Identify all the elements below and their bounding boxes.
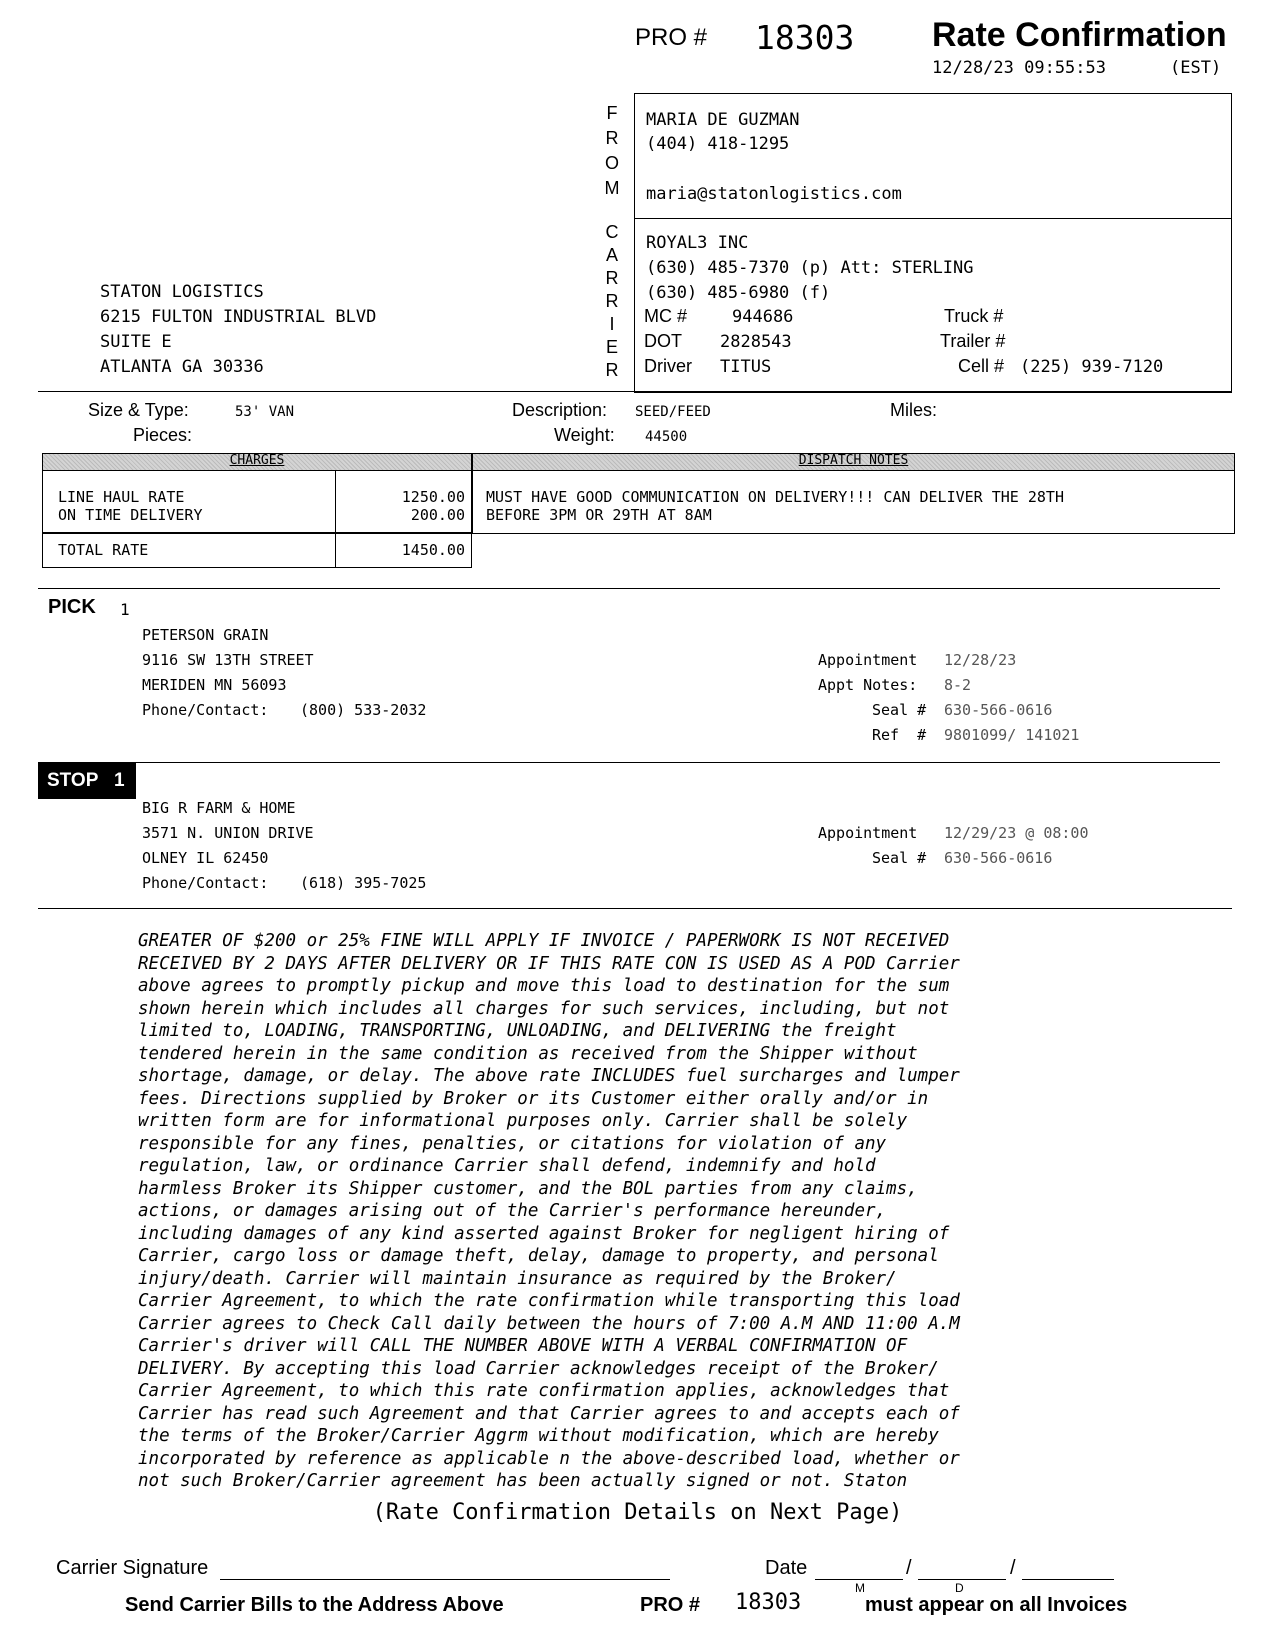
pick-appt: 12/28/23	[944, 651, 1017, 669]
cell-number: (225) 939-7120	[1020, 357, 1164, 377]
charge-label: ON TIME DELIVERY	[58, 506, 203, 524]
total-amount: 1450.00	[401, 541, 465, 559]
weight-label: Weight:	[554, 425, 615, 445]
pick-number: 1	[120, 600, 130, 619]
pro-label: PRO #	[635, 24, 708, 51]
pick-ref: 9801099/ 141021	[944, 726, 1080, 744]
stop-label: STOP	[47, 770, 99, 791]
stop-seal-label: Seal #	[872, 849, 927, 867]
mc-number: 944686	[732, 307, 794, 327]
stop-appt-label: Appointment	[818, 824, 918, 842]
company-address1: 6215 FULTON INDUSTRIAL BLVD	[100, 307, 377, 327]
pick-seal: 630-566-0616	[944, 701, 1053, 719]
company-address2: SUITE E	[100, 332, 172, 352]
pick-notes-label: Appt Notes:	[818, 676, 918, 694]
footer-pro-number: 18303	[735, 1590, 802, 1615]
date-slash: /	[1010, 1557, 1016, 1579]
page-title: Rate Confirmation	[932, 16, 1227, 54]
stop-name: BIG R FARM & HOME	[142, 799, 296, 817]
total-label: TOTAL RATE	[58, 541, 149, 559]
timezone: (EST)	[1170, 58, 1222, 78]
date-year-line[interactable]	[1022, 1579, 1114, 1580]
stop-number: 1	[114, 770, 125, 791]
description-label: Description:	[512, 400, 608, 420]
charge-amount: 1250.00	[401, 488, 465, 506]
footer-pro-label: PRO #	[640, 1594, 701, 1616]
date-label: Date	[765, 1557, 808, 1579]
pro-number: 18303	[755, 18, 855, 57]
from-email[interactable]: maria@statonlogistics.com	[646, 184, 902, 204]
pick-label: PICK	[48, 596, 96, 618]
pick-name: PETERSON GRAIN	[142, 626, 269, 644]
weight-value: 44500	[645, 429, 688, 445]
date-month-line[interactable]	[815, 1579, 903, 1580]
divider	[38, 588, 1220, 589]
stop-seal: 630-566-0616	[944, 849, 1053, 867]
dispatch-header-text: DISPATCH NOTES	[798, 453, 909, 468]
miles-label: Miles:	[890, 400, 938, 420]
pick-address: 9116 SW 13TH STREET	[142, 651, 314, 669]
pick-phone-label: Phone/Contact:	[142, 701, 269, 719]
driver-label: Driver	[644, 356, 692, 376]
size-type-label: Size & Type:	[88, 400, 189, 420]
cell-label: Cell #	[958, 356, 1005, 376]
stop-address: 3571 N. UNION DRIVE	[142, 824, 314, 842]
stop-appt: 12/29/23 @ 08:00	[944, 824, 1089, 842]
driver-name: TITUS	[720, 357, 772, 377]
carrier-name: ROYAL3 INC	[646, 233, 749, 253]
dot-label: DOT	[644, 331, 682, 351]
pick-ref-label: Ref #	[872, 726, 927, 744]
from-phone: (404) 418-1295	[646, 134, 790, 154]
pieces-label: Pieces:	[133, 425, 193, 445]
carrier-phone: (630) 485-7370 (p) Att: STERLING	[646, 258, 974, 278]
pick-appt-label: Appointment	[818, 651, 918, 669]
day-label: D	[955, 1581, 964, 1595]
pick-seal-label: Seal #	[872, 701, 927, 719]
dispatch-line: MUST HAVE GOOD COMMUNICATION ON DELIVERY!!! CAN DELIVER THE 28TH	[486, 488, 1064, 506]
pick-phone: (800) 533-2032	[300, 701, 427, 719]
terms-text: GREATER OF $200 or 25% FINE WILL APPLY IF INVOICE / PAPERWORK IS NOT RECEIVED RECEIVED BY 2 DAYS AFTER DELIVERY OR IF THIS RATE CON IS USED AS A POD Carrier above agrees to promptly pickup and move this load to destination for the sum shown herein which includes all charges for such services, including, but not limited to, LOADING, TRANSPORTING, UNLOADING, and DELIVERING the freight tendered herein in the same condition as received from the Shipper without shortage, damage, or delay. The above rate INCLUDES fuel surcharges and lumper fees. Directions supplied by Broker or its Customer either orally and/or in written form are for informational purposes only. Carrier shall be solely responsible for any fines, penalties, or citations for violation of any regulation, law, or ordinance Carrier shall defend, indemnify and hold harmless Broker its Shipper customer, and the BOL parties from any claims, actions, or damages arising out of the Carrier's performance hereunder, including damages of any kind asserted against Broker for negligent hiring of Carrier, cargo loss or damage theft, delay, damage to property, and personal injury/death. Carrier will maintain insurance as required by the Broker/ Carrier Agreement, to which the rate confirmation while transporting this load Carrier agrees to Check Call daily between the hours of 7:00 A.M AND 11:00 A.M Carrier's driver will CALL THE NUMBER ABOVE WITH A VERBAL CONFIRMATION OF DELIVERY. By accepting this load Carrier acknowledges receipt of the Broker/ Carrier Agreement, to which this rate confirmation applies, acknowledges that Carrier has read such Agreement and that Carrier agrees to and accepts each of the terms of the Broker/Carrier Aggrm without modification, which are hereby incorporated by reference as applicable n the above-described load, whether or not such Broker/Carrier agreement has been actually signed or not. Staton	[138, 931, 960, 1491]
trailer-label: Trailer #	[940, 331, 1006, 351]
next-page-note: (Rate Confirmation Details on Next Page)	[372, 1500, 903, 1525]
signature-label: Carrier Signature	[56, 1557, 209, 1579]
stop-city: OLNEY IL 62450	[142, 849, 269, 867]
dot-number: 2828543	[720, 332, 792, 352]
invoice-note: must appear on all Invoices	[865, 1594, 1128, 1616]
divider	[38, 762, 1220, 763]
mc-label: MC #	[644, 306, 688, 326]
charge-amount: 200.00	[410, 506, 465, 524]
month-label: M	[855, 1581, 865, 1595]
pick-city: MERIDEN MN 56093	[142, 676, 287, 694]
date-day-line[interactable]	[918, 1579, 1006, 1580]
date-slash: /	[906, 1557, 912, 1579]
truck-label: Truck #	[944, 306, 1004, 326]
dispatch-line: BEFORE 3PM OR 29TH AT 8AM	[486, 506, 712, 524]
stop-phone-label: Phone/Contact:	[142, 874, 269, 892]
charge-label: LINE HAUL RATE	[58, 488, 185, 506]
timestamp: 12/28/23 09:55:53	[932, 58, 1106, 78]
header-divider	[38, 391, 1232, 392]
company-name: STATON LOGISTICS	[100, 282, 264, 302]
bills-note: Send Carrier Bills to the Address Above	[125, 1594, 504, 1616]
size-type-value: 53' VAN	[235, 404, 295, 420]
carrier-fax: (630) 485-6980 (f)	[646, 283, 831, 303]
from-carrier-divider	[634, 218, 1232, 219]
charges-header-text: CHARGES	[229, 453, 285, 468]
from-name: MARIA DE GUZMAN	[646, 110, 800, 130]
pick-notes: 8-2	[944, 676, 972, 694]
stop-phone: (618) 395-7025	[300, 874, 427, 892]
signature-line[interactable]	[220, 1579, 670, 1580]
divider	[38, 908, 1232, 909]
description-value: SEED/FEED	[635, 404, 711, 420]
company-city: ATLANTA GA 30336	[100, 357, 264, 377]
